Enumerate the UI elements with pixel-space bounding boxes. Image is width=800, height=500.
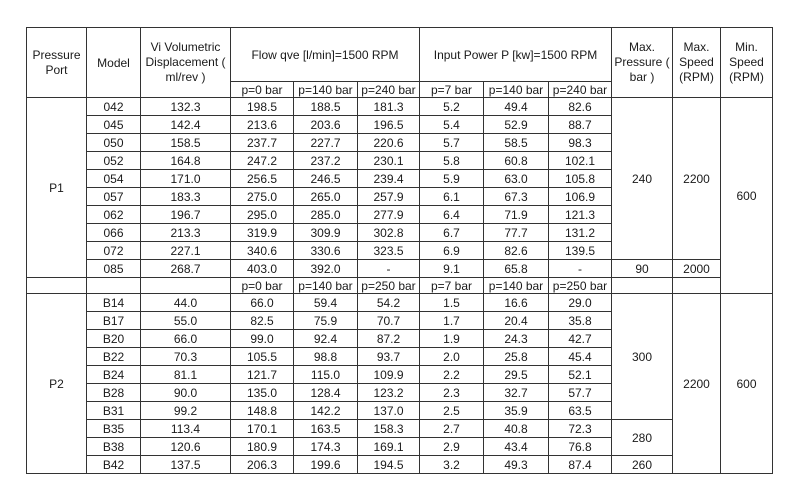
value-cell: 20.4 [484, 312, 549, 330]
value-cell: 330.6 [294, 242, 358, 260]
value-cell: 49.4 [484, 98, 549, 116]
value-cell: 180.9 [231, 438, 294, 456]
value-cell: 123.2 [358, 384, 420, 402]
value-cell: 2.3 [420, 384, 484, 402]
value-cell: 75.9 [294, 312, 358, 330]
value-cell: 5.2 [420, 98, 484, 116]
value-cell: 5.4 [420, 116, 484, 134]
subheader-cell: p=240 bar [549, 82, 612, 98]
value-cell: 220.6 [358, 134, 420, 152]
value-cell: 99.2 [141, 402, 231, 420]
value-cell: 257.9 [358, 188, 420, 206]
value-cell: 59.4 [294, 294, 358, 312]
value-cell: - [358, 260, 420, 278]
spec-table-container [26, 27, 773, 474]
table-row [27, 294, 773, 312]
value-cell: 135.0 [231, 384, 294, 402]
value-cell: 98.3 [549, 134, 612, 152]
subheader-cell: p=140 bar [484, 82, 549, 98]
max-speed-cell: 2200 [673, 294, 721, 474]
value-cell: 121.3 [549, 206, 612, 224]
value-cell: 1.7 [420, 312, 484, 330]
value-cell: 196.7 [141, 206, 231, 224]
value-cell: 163.5 [294, 420, 358, 438]
value-cell: 196.5 [358, 116, 420, 134]
model-cell: B31 [87, 402, 141, 420]
value-cell: 3.2 [420, 456, 484, 474]
model-cell: 052 [87, 152, 141, 170]
value-cell: 275.0 [231, 188, 294, 206]
value-cell: 70.7 [358, 312, 420, 330]
value-cell: 194.5 [358, 456, 420, 474]
value-cell: 239.4 [358, 170, 420, 188]
port-label-p1: P1 [27, 98, 87, 278]
value-cell: 105.5 [231, 348, 294, 366]
value-cell: 24.3 [484, 330, 549, 348]
model-cell: B28 [87, 384, 141, 402]
value-cell: 99.0 [231, 330, 294, 348]
max-pressure-cell: 300 [612, 294, 673, 420]
value-cell: 392.0 [294, 260, 358, 278]
value-cell: 42.7 [549, 330, 612, 348]
value-cell: 171.0 [141, 170, 231, 188]
value-cell: 256.5 [231, 170, 294, 188]
value-cell: 137.0 [358, 402, 420, 420]
value-cell: 158.5 [141, 134, 231, 152]
value-cell: 81.1 [141, 366, 231, 384]
value-cell: 44.0 [141, 294, 231, 312]
value-cell: 309.9 [294, 224, 358, 242]
value-cell: 98.8 [294, 348, 358, 366]
value-cell: 131.2 [549, 224, 612, 242]
value-cell: 120.6 [141, 438, 231, 456]
pump-spec-table [26, 27, 773, 474]
value-cell: 268.7 [141, 260, 231, 278]
value-cell: 340.6 [231, 242, 294, 260]
value-cell: 45.4 [549, 348, 612, 366]
value-cell: 403.0 [231, 260, 294, 278]
value-cell: 1.9 [420, 330, 484, 348]
value-cell: 1.5 [420, 294, 484, 312]
value-cell: 139.5 [549, 242, 612, 260]
value-cell: 29.0 [549, 294, 612, 312]
subheader-cell: p=140 bar [294, 82, 358, 98]
value-cell: 6.1 [420, 188, 484, 206]
model-cell: B42 [87, 456, 141, 474]
spacer-cell [87, 278, 141, 294]
max-pressure-cell: 240 [612, 98, 673, 260]
value-cell: 71.9 [484, 206, 549, 224]
value-cell: 181.3 [358, 98, 420, 116]
value-cell: 82.6 [484, 242, 549, 260]
max-speed-cell: 2000 [673, 260, 721, 278]
value-cell: 102.1 [549, 152, 612, 170]
table-row [27, 420, 773, 438]
spacer-cell [612, 278, 673, 294]
spacer-cell [673, 278, 721, 294]
model-cell: B20 [87, 330, 141, 348]
value-cell: 60.8 [484, 152, 549, 170]
value-cell: 82.6 [549, 98, 612, 116]
model-cell: B35 [87, 420, 141, 438]
value-cell: 237.2 [294, 152, 358, 170]
value-cell: 203.6 [294, 116, 358, 134]
header-power: Input Power P [kw]=1500 RPM [420, 28, 612, 82]
value-cell: 128.4 [294, 384, 358, 402]
value-cell: 70.3 [141, 348, 231, 366]
value-cell: 77.7 [484, 224, 549, 242]
value-cell: 247.2 [231, 152, 294, 170]
value-cell: 170.1 [231, 420, 294, 438]
value-cell: 5.8 [420, 152, 484, 170]
value-cell: 63.0 [484, 170, 549, 188]
value-cell: 237.7 [231, 134, 294, 152]
subheader-cell: p=250 bar [549, 278, 612, 294]
value-cell: 230.1 [358, 152, 420, 170]
value-cell: 92.4 [294, 330, 358, 348]
value-cell: 227.7 [294, 134, 358, 152]
value-cell: - [549, 260, 612, 278]
value-cell: 55.0 [141, 312, 231, 330]
value-cell: 25.8 [484, 348, 549, 366]
spacer-cell [141, 278, 231, 294]
value-cell: 2.5 [420, 402, 484, 420]
value-cell: 87.4 [549, 456, 612, 474]
value-cell: 148.8 [231, 402, 294, 420]
model-cell: 066 [87, 224, 141, 242]
value-cell: 16.6 [484, 294, 549, 312]
model-cell: 072 [87, 242, 141, 260]
value-cell: 183.3 [141, 188, 231, 206]
table-row [27, 278, 773, 294]
value-cell: 213.3 [141, 224, 231, 242]
header-max-pressure: Max. Pressure ( bar ) [612, 28, 673, 98]
model-cell: B24 [87, 366, 141, 384]
value-cell: 158.3 [358, 420, 420, 438]
value-cell: 66.0 [231, 294, 294, 312]
value-cell: 29.5 [484, 366, 549, 384]
model-cell: 050 [87, 134, 141, 152]
value-cell: 5.9 [420, 170, 484, 188]
value-cell: 35.9 [484, 402, 549, 420]
value-cell: 295.0 [231, 206, 294, 224]
value-cell: 213.6 [231, 116, 294, 134]
value-cell: 40.8 [484, 420, 549, 438]
value-cell: 2.9 [420, 438, 484, 456]
value-cell: 199.6 [294, 456, 358, 474]
value-cell: 52.1 [549, 366, 612, 384]
subheader-cell: p=0 bar [231, 82, 294, 98]
value-cell: 137.5 [141, 456, 231, 474]
subheader-cell: p=240 bar [358, 82, 420, 98]
subheader-cell: p=140 bar [484, 278, 549, 294]
value-cell: 35.8 [549, 312, 612, 330]
value-cell: 58.5 [484, 134, 549, 152]
value-cell: 6.4 [420, 206, 484, 224]
header-row [27, 28, 773, 82]
subheader-cell: p=7 bar [420, 82, 484, 98]
model-cell: 057 [87, 188, 141, 206]
value-cell: 164.8 [141, 152, 231, 170]
value-cell: 206.3 [231, 456, 294, 474]
port-label-p2: P2 [27, 294, 87, 474]
subheader-cell: p=0 bar [231, 278, 294, 294]
value-cell: 142.4 [141, 116, 231, 134]
value-cell: 6.9 [420, 242, 484, 260]
value-cell: 109.9 [358, 366, 420, 384]
value-cell: 246.5 [294, 170, 358, 188]
model-cell: 045 [87, 116, 141, 134]
min-speed-cell: 600 [721, 98, 773, 294]
value-cell: 90.0 [141, 384, 231, 402]
model-cell: 085 [87, 260, 141, 278]
value-cell: 169.1 [358, 438, 420, 456]
value-cell: 106.9 [549, 188, 612, 206]
value-cell: 66.0 [141, 330, 231, 348]
value-cell: 174.3 [294, 438, 358, 456]
value-cell: 2.7 [420, 420, 484, 438]
model-cell: B17 [87, 312, 141, 330]
spacer-cell [27, 278, 87, 294]
min-speed-cell: 600 [721, 294, 773, 474]
value-cell: 54.2 [358, 294, 420, 312]
max-pressure-cell: 90 [612, 260, 673, 278]
value-cell: 43.4 [484, 438, 549, 456]
value-cell: 5.7 [420, 134, 484, 152]
value-cell: 113.4 [141, 420, 231, 438]
value-cell: 57.7 [549, 384, 612, 402]
table-row [27, 456, 773, 474]
value-cell: 142.2 [294, 402, 358, 420]
model-cell: B14 [87, 294, 141, 312]
value-cell: 121.7 [231, 366, 294, 384]
value-cell: 105.8 [549, 170, 612, 188]
value-cell: 188.5 [294, 98, 358, 116]
model-cell: 042 [87, 98, 141, 116]
subheader-cell: p=250 bar [358, 278, 420, 294]
value-cell: 115.0 [294, 366, 358, 384]
value-cell: 9.1 [420, 260, 484, 278]
subheader-cell: p=140 bar [294, 278, 358, 294]
table-row [27, 98, 773, 116]
value-cell: 32.7 [484, 384, 549, 402]
value-cell: 87.2 [358, 330, 420, 348]
table-row [27, 260, 773, 278]
header-max-speed: Max. Speed (RPM) [673, 28, 721, 98]
value-cell: 65.8 [484, 260, 549, 278]
header-pressure-port: Pressure Port [27, 28, 87, 98]
value-cell: 6.7 [420, 224, 484, 242]
value-cell: 63.5 [549, 402, 612, 420]
model-cell: 062 [87, 206, 141, 224]
max-pressure-cell: 260 [612, 456, 673, 474]
value-cell: 72.3 [549, 420, 612, 438]
subheader-cell: p=7 bar [420, 278, 484, 294]
value-cell: 285.0 [294, 206, 358, 224]
header-flow: Flow qve [l/min]=1500 RPM [231, 28, 420, 82]
header-displacement: Vi Volumetric Displacement ( ml/rev ) [141, 28, 231, 98]
value-cell: 49.3 [484, 456, 549, 474]
value-cell: 76.8 [549, 438, 612, 456]
value-cell: 302.8 [358, 224, 420, 242]
model-cell: B22 [87, 348, 141, 366]
value-cell: 277.9 [358, 206, 420, 224]
value-cell: 52.9 [484, 116, 549, 134]
value-cell: 82.5 [231, 312, 294, 330]
value-cell: 323.5 [358, 242, 420, 260]
model-cell: 054 [87, 170, 141, 188]
value-cell: 2.0 [420, 348, 484, 366]
header-model: Model [87, 28, 141, 98]
value-cell: 319.9 [231, 224, 294, 242]
max-speed-cell: 2200 [673, 98, 721, 260]
value-cell: 67.3 [484, 188, 549, 206]
value-cell: 198.5 [231, 98, 294, 116]
model-cell: B38 [87, 438, 141, 456]
value-cell: 227.1 [141, 242, 231, 260]
value-cell: 265.0 [294, 188, 358, 206]
max-pressure-cell: 280 [612, 420, 673, 456]
header-min-speed: Min. Speed (RPM) [721, 28, 773, 98]
value-cell: 2.2 [420, 366, 484, 384]
value-cell: 132.3 [141, 98, 231, 116]
value-cell: 93.7 [358, 348, 420, 366]
value-cell: 88.7 [549, 116, 612, 134]
